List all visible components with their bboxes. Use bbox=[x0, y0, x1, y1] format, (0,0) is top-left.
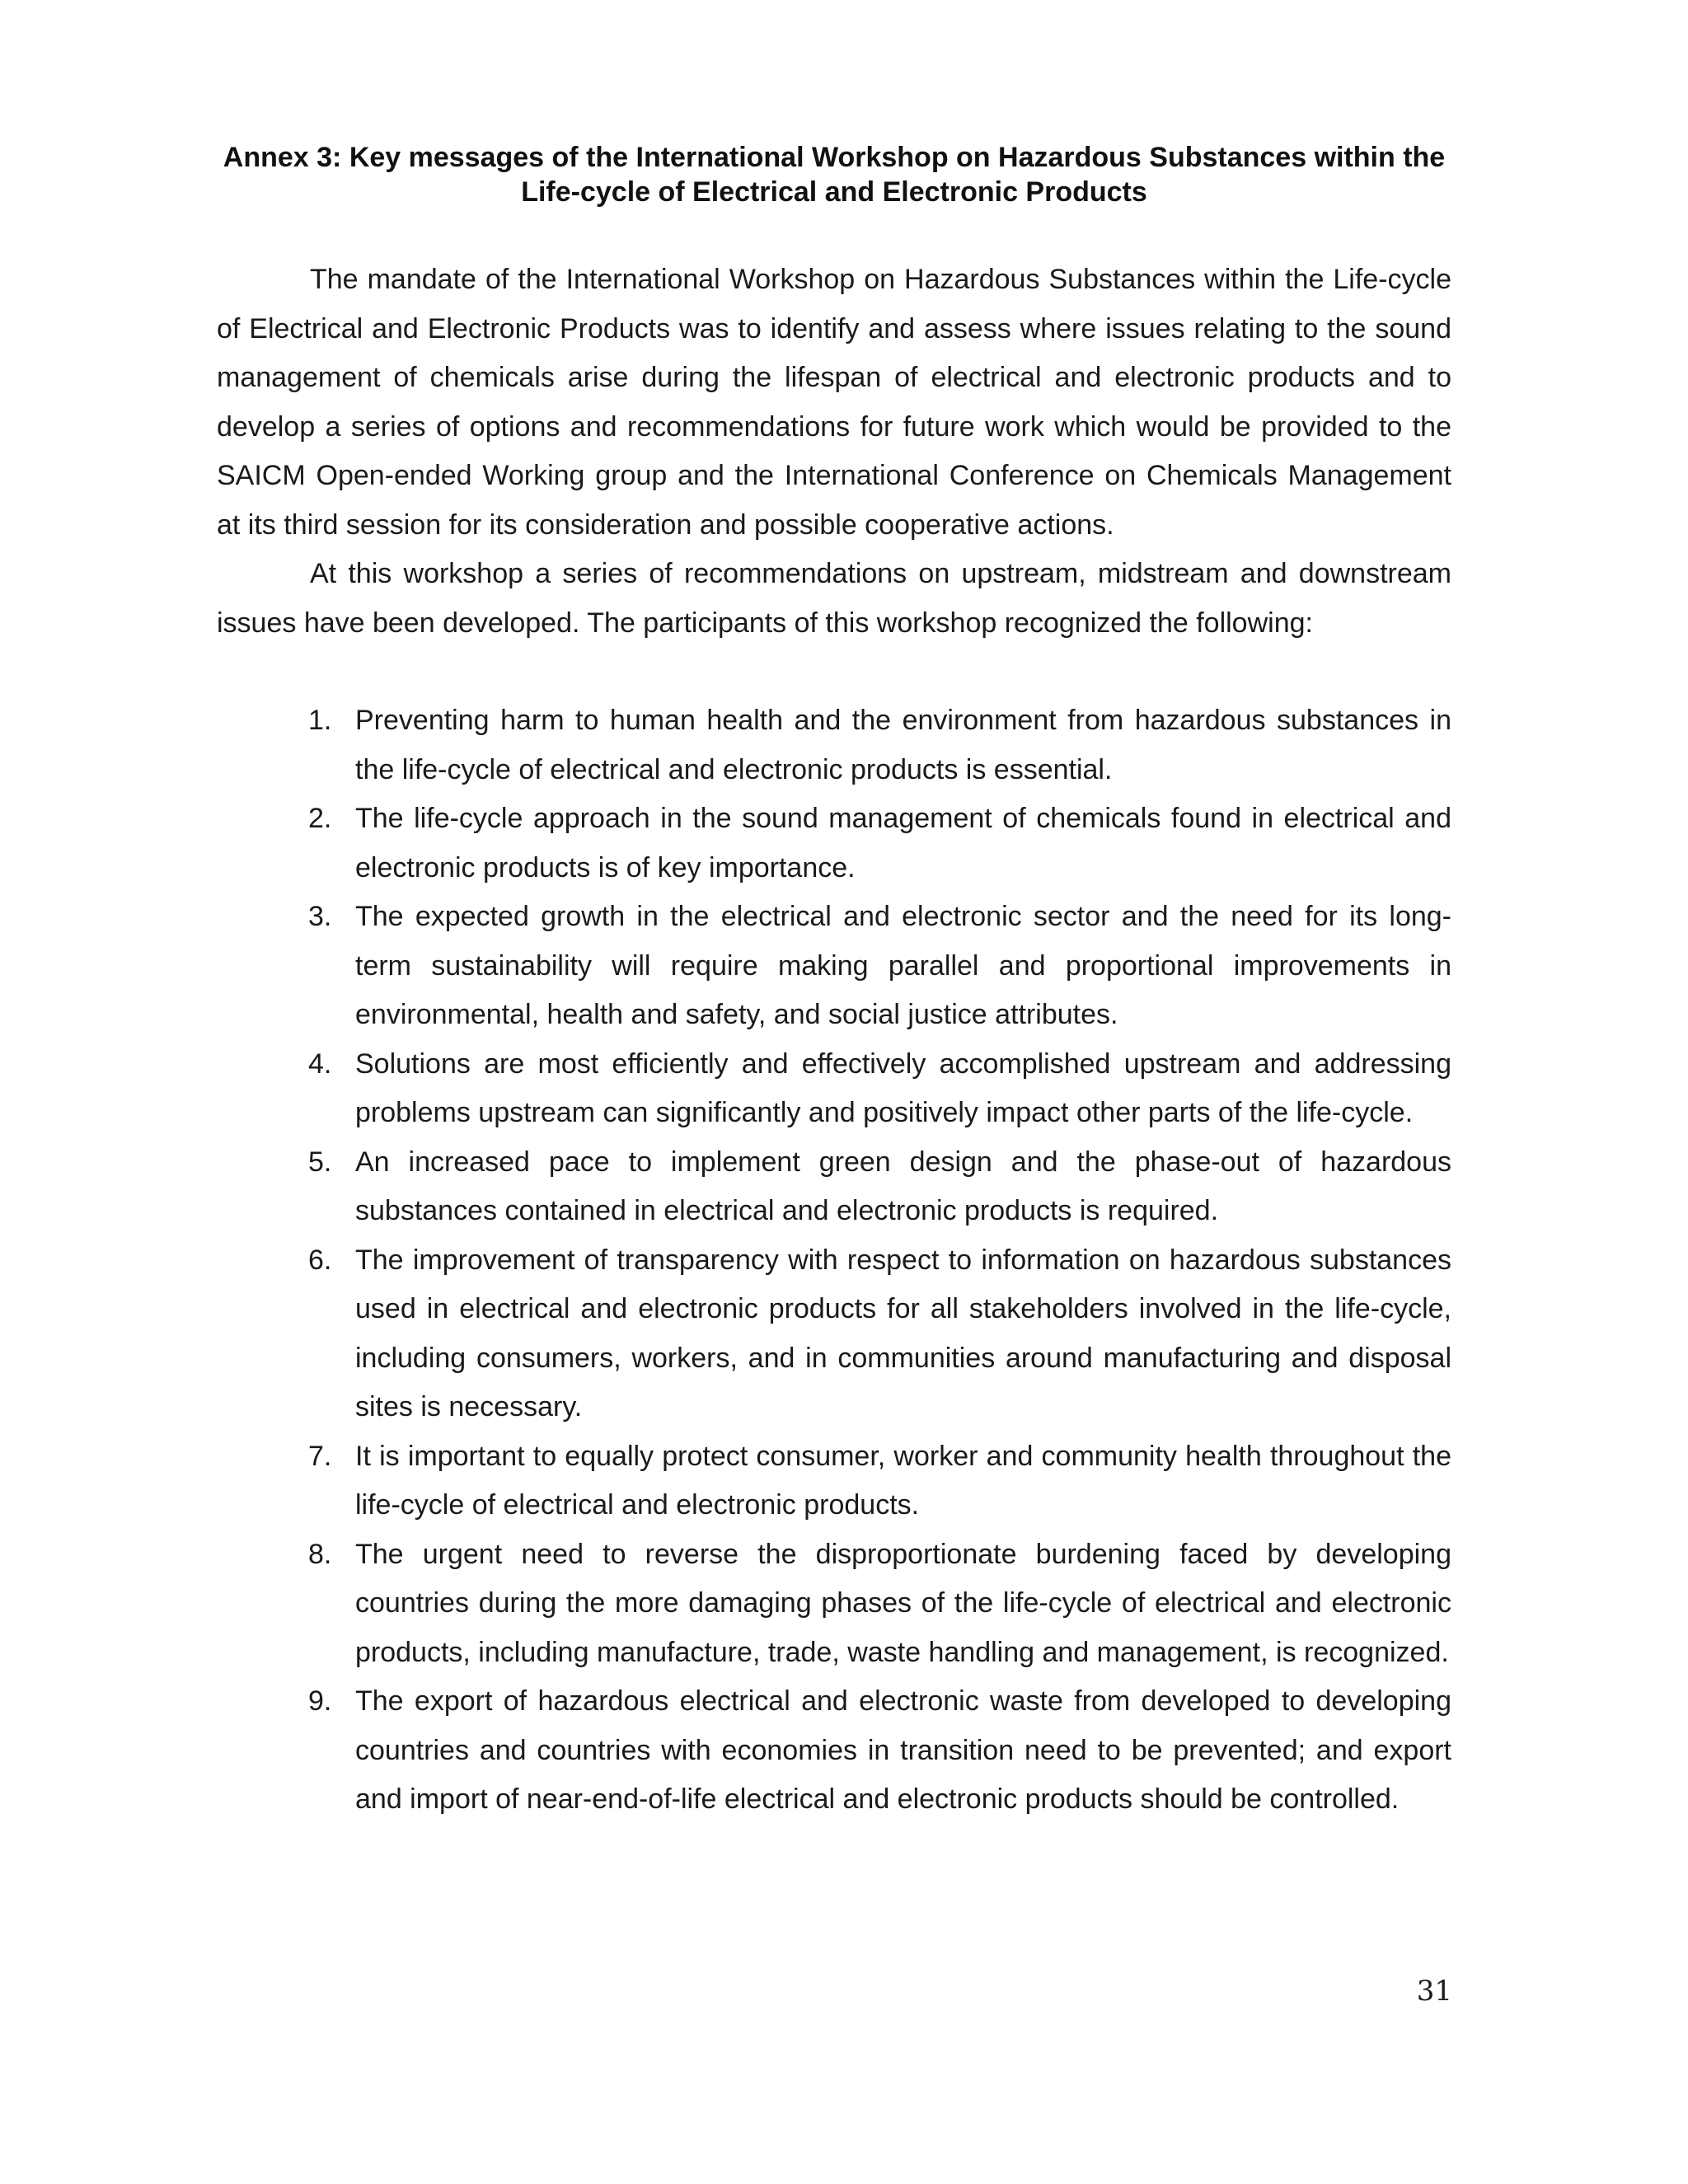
page-number: 31 bbox=[1416, 1975, 1452, 2008]
list-item bbox=[217, 696, 1451, 794]
list-item-number: 3. bbox=[308, 901, 332, 932]
list-item-number: 9. bbox=[308, 1685, 332, 1717]
list-item-number: 6. bbox=[308, 1244, 332, 1276]
list-item-text: It is important to equally protect consumer, worker and community health throughout the life-cycle of electrical and electronic products. bbox=[355, 1440, 1451, 1521]
list-item-text: An increased pace to implement green design and the phase-out of hazardous substances contained in electrical and electronic products is required. bbox=[355, 1146, 1451, 1226]
list-item bbox=[217, 1236, 1451, 1432]
list-item-number: 8. bbox=[308, 1538, 332, 1570]
list-item-text: The expected growth in the electrical and electronic sector and the need for its long-term sustainability will require making parallel and proportional improvements in environmental, health and safety, and social justice attributes. bbox=[355, 901, 1451, 1030]
list-item-text: Solutions are most efficiently and effectively accomplished upstream and addressing problems upstream can significantly and positively impact other parts of the life-cycle. bbox=[355, 1047, 1451, 1128]
list-item bbox=[217, 1040, 1451, 1138]
key-messages-list bbox=[217, 696, 1451, 1825]
document-title bbox=[217, 140, 1451, 209]
document-page bbox=[217, 140, 1451, 1825]
title-line-1: Annex 3: Key messages of the International Workshop on Hazardous Substances within the bbox=[223, 142, 1446, 173]
workshop-paragraph: At this workshop a series of recommendations on upstream, midstream and downstream issues have been developed. The participants of this workshop recognized the following: bbox=[217, 558, 1451, 639]
list-item bbox=[217, 1138, 1451, 1236]
list-item-number: 2. bbox=[308, 803, 332, 834]
list-item-text: Preventing harm to human health and the environment from hazardous substances in the life-cycle of electrical and electronic products is essential. bbox=[355, 705, 1451, 785]
list-item bbox=[217, 794, 1451, 893]
list-item-text: The urgent need to reverse the disproportionate burdening faced by developing countries during the more damaging phases of the life-cycle of electrical and electronic products, including manufacture, trade, waste handling and management, is recognized. bbox=[355, 1538, 1451, 1668]
list-item-text: The life-cycle approach in the sound management of chemicals found in electrical and electronic products is of key importance. bbox=[355, 803, 1451, 883]
list-item-number: 4. bbox=[308, 1047, 332, 1080]
list-item bbox=[217, 893, 1451, 1040]
list-item-number: 7. bbox=[308, 1440, 332, 1472]
list-item-number: 5. bbox=[308, 1146, 332, 1178]
list-item bbox=[217, 1530, 1451, 1678]
title-line-2: Life-cycle of Electrical and Electronic Products bbox=[521, 176, 1147, 208]
list-item-text: The export of hazardous electrical and electronic waste from developed to developing countries and countries with economies in transition need to be prevented; and export and import of near-end-of-life electrical and electronic products should be controlled. bbox=[355, 1685, 1451, 1815]
list-item-number: 1. bbox=[308, 705, 332, 736]
intro-paragraph: The mandate of the International Workshop on Hazardous Substances within the Life-cycle of Electrical and Electronic Products was to identify and assess where issues relating to the sound management of chemicals arise during the lifespan of electrical and electronic products and to develop a series of options and recommendations for future work which would be provided to the SAICM Open-ended Working group and the International Conference on Chemicals Management at its third session for its consideration and possible cooperative actions. bbox=[217, 264, 1451, 541]
list-item-text: The improvement of transparency with respect to information on hazardous substances used in electrical and electronic products for all stakeholders involved in the life-cycle, including consumers, workers, and in communities around manufacturing and disposal sites is necessary. bbox=[355, 1244, 1451, 1422]
list-item bbox=[217, 1432, 1451, 1530]
list-item bbox=[217, 1677, 1451, 1825]
